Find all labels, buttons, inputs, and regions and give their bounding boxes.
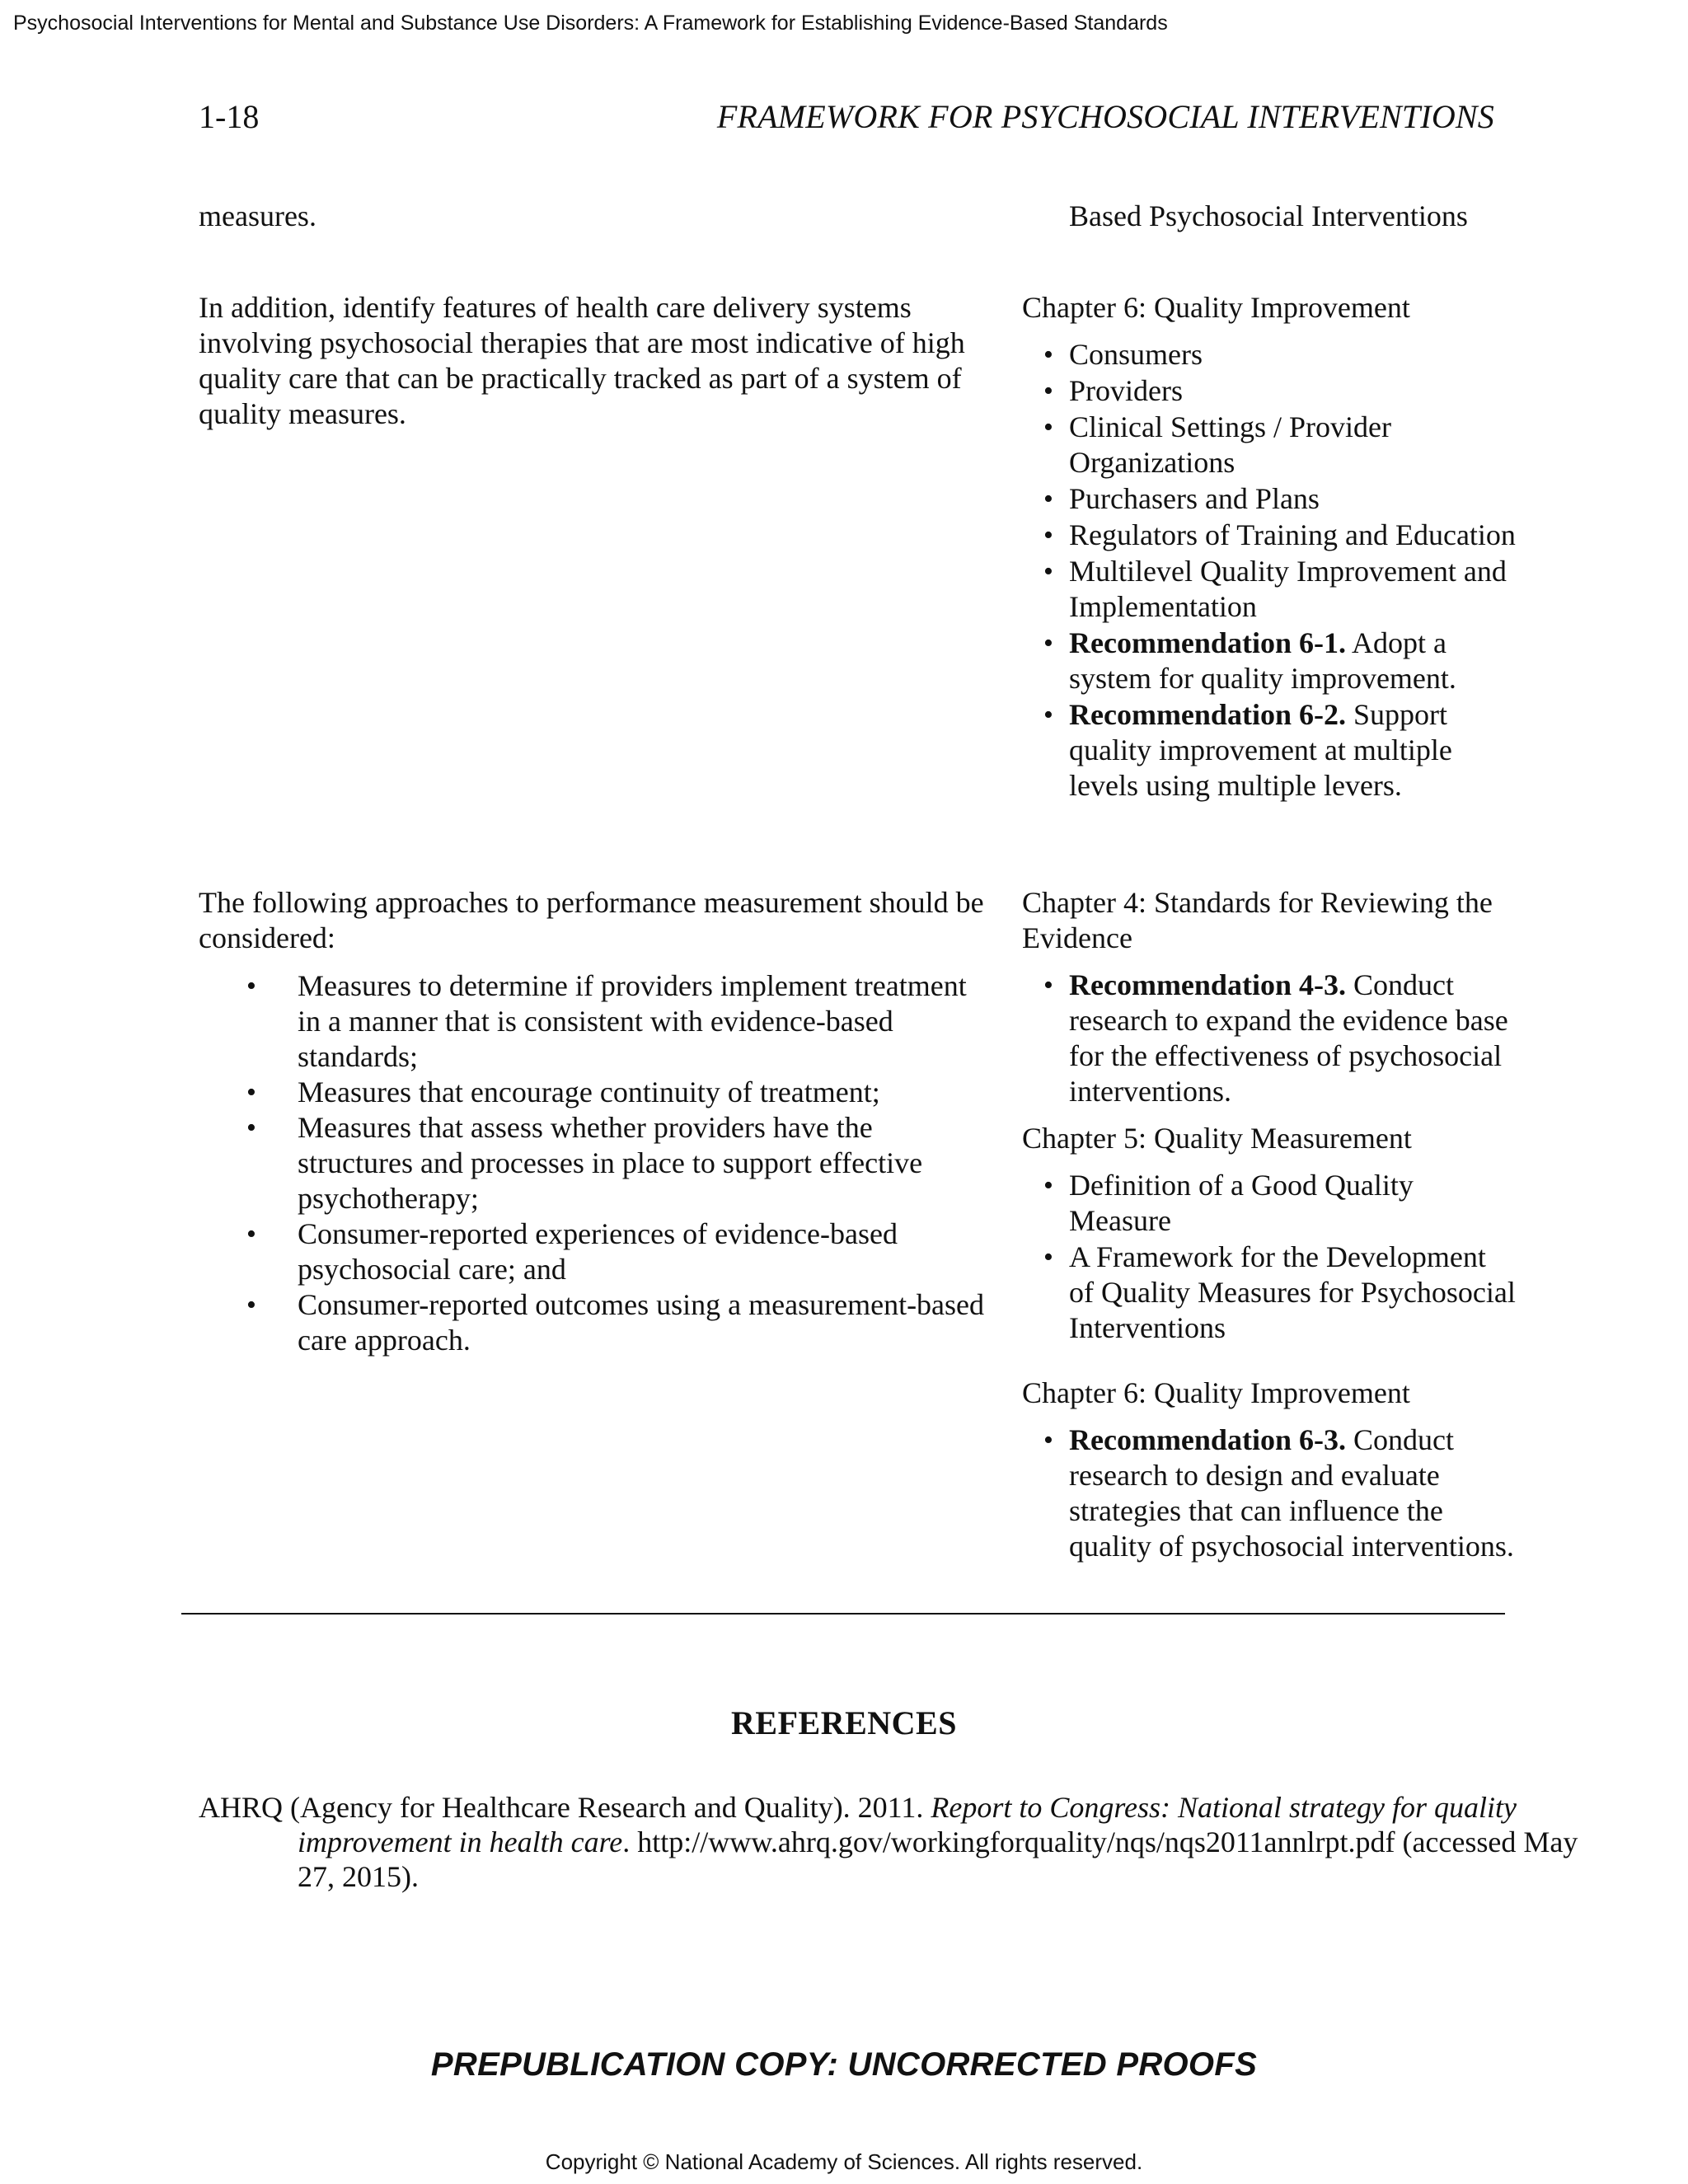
bullet-icon: • <box>1043 1425 1053 1455</box>
document-title: Psychosocial Interventions for Mental and Substance Use Disorders: A Framework for Establishing Evidence-Based Standards <box>13 12 1168 35</box>
table-bottom-rule <box>181 1613 1505 1615</box>
bullet-icon: • <box>246 1219 256 1249</box>
bullet-icon: • <box>1043 520 1053 551</box>
bullet-icon: • <box>1043 556 1053 587</box>
prepublication-notice: PREPUBLICATION COPY: UNCORRECTED PROOFS <box>430 2046 1258 2083</box>
bullet-icon: • <box>1043 412 1053 443</box>
list-item: • Measures to determine if providers implement treatment in a manner that is consistent with evidence-based standards; <box>246 969 967 1073</box>
row3-right-cell <box>1022 885 1517 1565</box>
list-item: • Regulators of Training and Education <box>1043 518 1516 551</box>
running-head: FRAMEWORK FOR PSYCHOSOCIAL INTERVENTIONS <box>716 98 1494 135</box>
list-item: • Measures that encourage continuity of treatment; <box>246 1076 880 1108</box>
list-item: • Consumer-reported experiences of evidence-based psychosocial care; and <box>246 1217 898 1286</box>
bullet-icon: • <box>246 1113 256 1143</box>
chapter6-list-2 <box>1022 1422 1517 1564</box>
row3-left-cell <box>199 885 990 1358</box>
bullet-icon: • <box>1043 340 1053 370</box>
bullet-icon: • <box>1043 1170 1053 1201</box>
copyright-notice: Copyright © National Academy of Sciences. All rights reserved. <box>545 2149 1143 2174</box>
recommendation-6-3: • Recommendation 6-3. Conduct research to design and evaluate strategies that can influence the quality of psychosocial interventions. <box>1043 1423 1514 1563</box>
chapter5-heading: Chapter 5: Quality Measurement <box>1022 1122 1412 1155</box>
list-item: • Providers <box>1043 374 1183 407</box>
list-item: • Multilevel Quality Improvement and Implementation <box>1043 555 1507 623</box>
chapter4-heading: Chapter 4: Standards for Reviewing the Evidence <box>1022 886 1493 954</box>
list-item: • Definition of a Good Quality Measure <box>1043 1169 1414 1237</box>
bullet-icon: • <box>246 971 256 1001</box>
bullet-icon: • <box>1043 376 1053 406</box>
row2-left-text: In addition, identify features of health care delivery systems involving psychosocial therapies that are most indicative of high quality care that can be practically tracked as part of a system of quality measures. <box>199 291 965 430</box>
list-item: • Clinical Settings / Provider Organizations <box>1043 410 1391 479</box>
bullet-icon: • <box>246 1290 256 1320</box>
bullet-icon: • <box>1043 970 1053 1001</box>
approaches-list <box>199 968 990 1358</box>
bullet-icon: • <box>246 1077 256 1108</box>
page-number: 1-18 <box>199 98 260 135</box>
chapter6-heading: Chapter 6: Quality Improvement <box>1022 291 1410 324</box>
recommendation-4-3: • Recommendation 4-3. Conduct research to expand the evidence base for the effectiveness of psychosocial interventions. <box>1043 968 1508 1108</box>
bullet-icon: • <box>1043 1242 1053 1272</box>
chapter5-list <box>1022 1168 1517 1346</box>
bullet-icon: • <box>1043 628 1053 658</box>
chapter6-heading-2: Chapter 6: Quality Improvement <box>1022 1376 1410 1409</box>
bullet-icon: • <box>1043 484 1053 514</box>
reference-entry: AHRQ (Agency for Healthcare Research and Quality). 2011. Report to Congress: National strategy for quality improvement in health care. http://www.ahrq.gov/workingforquality/nqs/nqs2011annlrpt.pdf (accessed May 27, 2015). <box>199 1791 1578 1893</box>
recommendation-6-2: • Recommendation 6-2. Support quality improvement at multiple levels using multiple levers. <box>1043 698 1452 802</box>
list-item: • Purchasers and Plans <box>1043 482 1320 515</box>
approaches-intro: The following approaches to performance measurement should be considered: <box>199 886 984 954</box>
row2-right-cell <box>1022 290 1517 804</box>
chapter6-topic-list <box>1022 337 1517 804</box>
list-item: • Consumers <box>1043 338 1203 371</box>
list-item: • Consumer-reported outcomes using a measurement-based care approach. <box>246 1288 985 1357</box>
references-heading: REFERENCES <box>731 1704 957 1741</box>
row1-left-text: measures. <box>199 199 316 232</box>
list-item: • Measures that assess whether providers have the structures and processes in place to support effective psychotherapy; <box>246 1111 923 1215</box>
list-item: • A Framework for the Development of Quality Measures for Psychosocial Interventions <box>1043 1240 1516 1344</box>
bullet-icon: • <box>1043 700 1053 730</box>
row1-right-text: Based Psychosocial Interventions <box>1069 199 1468 232</box>
recommendation-6-1: • Recommendation 6-1. Adopt a system for quality improvement. <box>1043 626 1456 695</box>
chapter4-list <box>1022 968 1517 1109</box>
